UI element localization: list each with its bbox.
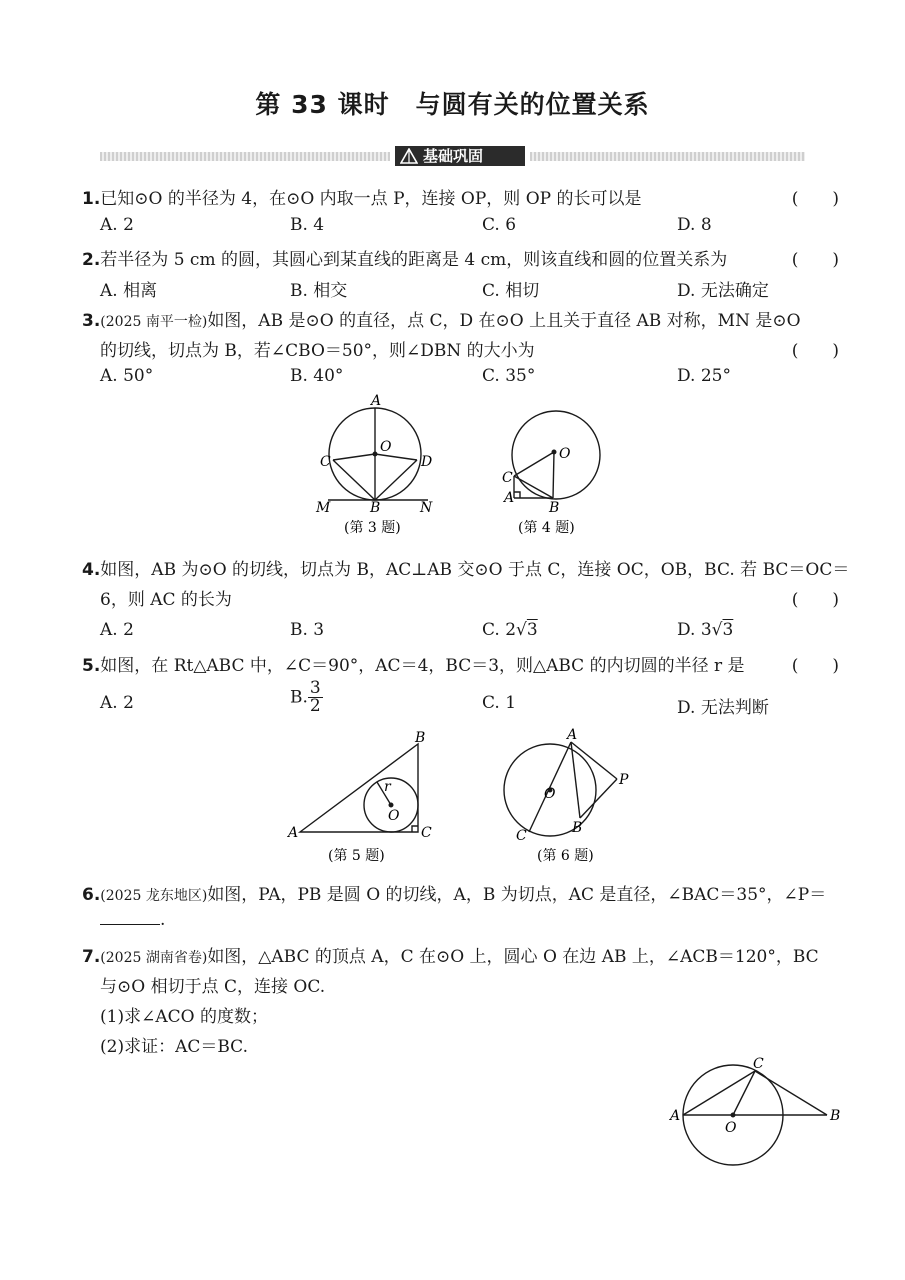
fig3-label-b: B xyxy=(370,500,381,516)
fig6-label-a: A xyxy=(567,728,578,743)
fig3-label-d: D xyxy=(421,454,433,470)
fig7-label-a: A xyxy=(670,1108,681,1124)
question-number: 7. xyxy=(82,947,101,967)
question-4 xyxy=(82,555,849,580)
fig5-label-o: O xyxy=(388,808,400,824)
fig6-label-o: O xyxy=(544,786,556,802)
question-source: (2025 南平一检) xyxy=(100,314,208,330)
question-text: 如图，PA，PB 是圆 O 的切线，A，B 为切点，AC 是直径，∠BAC＝35°，∠P＝ xyxy=(207,885,827,905)
question-text: 如图，在 Rt△ABC 中，∠C＝90°，AC＝4，BC＝3，则△ABC 的内切圆的半径 r 是 xyxy=(100,656,745,676)
figure-3 xyxy=(328,408,428,500)
figure-7 xyxy=(665,1052,850,1172)
question-source: (2025 龙东地区) xyxy=(100,888,208,904)
figure-5 xyxy=(300,744,418,832)
question-number: 5. xyxy=(82,656,101,676)
fig3-label-n: N xyxy=(420,500,433,516)
fig4-caption: (第 4 题) xyxy=(518,520,575,536)
fig6-caption: (第 6 题) xyxy=(537,848,594,864)
option-b: B. 3 xyxy=(290,620,325,640)
option-a: A. 相离 xyxy=(100,281,158,301)
option-a: A. 50° xyxy=(100,366,154,386)
option-d: D. 无法确定 xyxy=(677,281,769,301)
question-number: 2. xyxy=(82,250,101,270)
sub-question-2: (2)求证：AC＝BC. xyxy=(100,1037,248,1057)
option-b: B. 40° xyxy=(290,366,344,386)
option-b: B. $\frac{3}{2}$ xyxy=(290,678,321,716)
question-6 xyxy=(82,880,826,905)
fig6-label-p: P xyxy=(619,772,629,788)
answer-paren: ( ) xyxy=(791,590,839,610)
section-title: 基础巩固 xyxy=(423,147,484,165)
option-c: C. 相切 xyxy=(482,281,540,301)
option-d: D. 25° xyxy=(677,366,731,386)
fig6-label-b: B xyxy=(572,820,583,836)
fig3-caption: (第 3 题) xyxy=(344,520,401,536)
fig6-label-c: C xyxy=(516,828,527,844)
fig3-label-m: M xyxy=(316,500,331,516)
option-d: D. 8 xyxy=(677,215,712,235)
answer-paren: ( ) xyxy=(791,250,839,270)
option-b: B. 4 xyxy=(290,215,325,235)
figures-5-6 xyxy=(280,728,650,873)
option-b: B. 相交 xyxy=(290,281,348,301)
question-number: 3. xyxy=(82,311,101,331)
fig3-label-a: A xyxy=(371,393,382,409)
option-c: C. 1 xyxy=(482,693,517,713)
question-5 xyxy=(82,651,745,676)
fig5-caption: (第 5 题) xyxy=(328,848,385,864)
fig5-label-c: C xyxy=(421,825,432,841)
page-title: 第 33 课时 与圆有关的位置关系 xyxy=(255,90,650,119)
sub-question-1: (1)求∠ACO 的度数； xyxy=(100,1007,268,1027)
fig4-label-b: B xyxy=(549,500,560,516)
question-7 xyxy=(82,942,819,967)
question-source: (2025 湖南省卷) xyxy=(100,950,208,966)
answer-paren: ( ) xyxy=(791,189,839,209)
section-header xyxy=(100,146,805,166)
figures-3-4 xyxy=(300,390,620,545)
option-a: A. 2 xyxy=(100,215,134,235)
question-text: 如图，△ABC 的顶点 A，C 在⊙O 上，圆心 O 在边 AB 上，∠ACB＝120°，BC xyxy=(207,947,819,967)
fig4-label-a: A xyxy=(504,490,515,506)
fraction: $\frac{3}{2}$ xyxy=(309,678,321,716)
question-text: 已知⊙O 的半径为 4，在⊙O 内取一点 P，连接 OP，则 OP 的长可以是 xyxy=(100,189,642,209)
fig5-label-b: B xyxy=(415,730,426,746)
blank-line xyxy=(100,910,160,925)
fig3-label-o: O xyxy=(380,439,392,455)
option-c: C. 6 xyxy=(482,215,517,235)
fig4-label-c: C xyxy=(502,470,513,486)
option-d: D. 无法判断 xyxy=(677,698,769,718)
compass-icon xyxy=(400,148,418,164)
question-2 xyxy=(82,245,727,270)
question-number: 6. xyxy=(82,885,101,905)
answer-paren: ( ) xyxy=(791,656,839,676)
option-c: C. 35° xyxy=(482,366,536,386)
answer-paren: ( ) xyxy=(791,341,839,361)
question-3-line-2: 的切线，切点为 B，若∠CBO＝50°，则∠DBN 的大小为 xyxy=(100,341,535,361)
section-divider-right xyxy=(530,152,805,161)
fig7-label-o: O xyxy=(725,1120,737,1136)
question-3 xyxy=(82,306,801,331)
question-7-line-2: 与⊙O 相切于点 C，连接 OC. xyxy=(100,977,326,997)
section-badge xyxy=(395,146,525,166)
fig7-label-c: C xyxy=(753,1056,764,1072)
figure-6 xyxy=(504,742,617,836)
question-text: 如图，AB 是⊙O 的直径，点 C，D 在⊙O 上且关于直径 AB 对称，MN 是⊙O xyxy=(207,311,801,331)
fig7-label-b: B xyxy=(830,1108,841,1124)
fig5-label-r: r xyxy=(384,779,391,795)
question-number: 4. xyxy=(82,560,101,580)
option-a: A. 2 xyxy=(100,620,134,640)
answer-blank: . xyxy=(100,910,165,930)
question-1 xyxy=(82,184,642,209)
option-a: A. 2 xyxy=(100,693,134,713)
fig3-label-c: C xyxy=(320,454,331,470)
figure-4 xyxy=(512,411,600,499)
option-c: C. 2√3 xyxy=(482,620,538,640)
question-number: 1. xyxy=(82,189,101,209)
fig4-label-o: O xyxy=(559,446,571,462)
fig5-label-a: A xyxy=(288,825,299,841)
question-text: 若半径为 5 cm 的圆，其圆心到某直线的距离是 4 cm，则该直线和圆的位置关系为 xyxy=(100,250,728,270)
option-d: D. 3√3 xyxy=(677,620,734,640)
question-text: 如图，AB 为⊙O 的切线，切点为 B，AC⊥AB 交⊙O 于点 C，连接 OC，OB，BC. 若 BC＝OC＝ xyxy=(100,560,850,580)
question-4-line-2: 6，则 AC 的长为 xyxy=(100,590,232,610)
section-divider-left xyxy=(100,152,390,161)
